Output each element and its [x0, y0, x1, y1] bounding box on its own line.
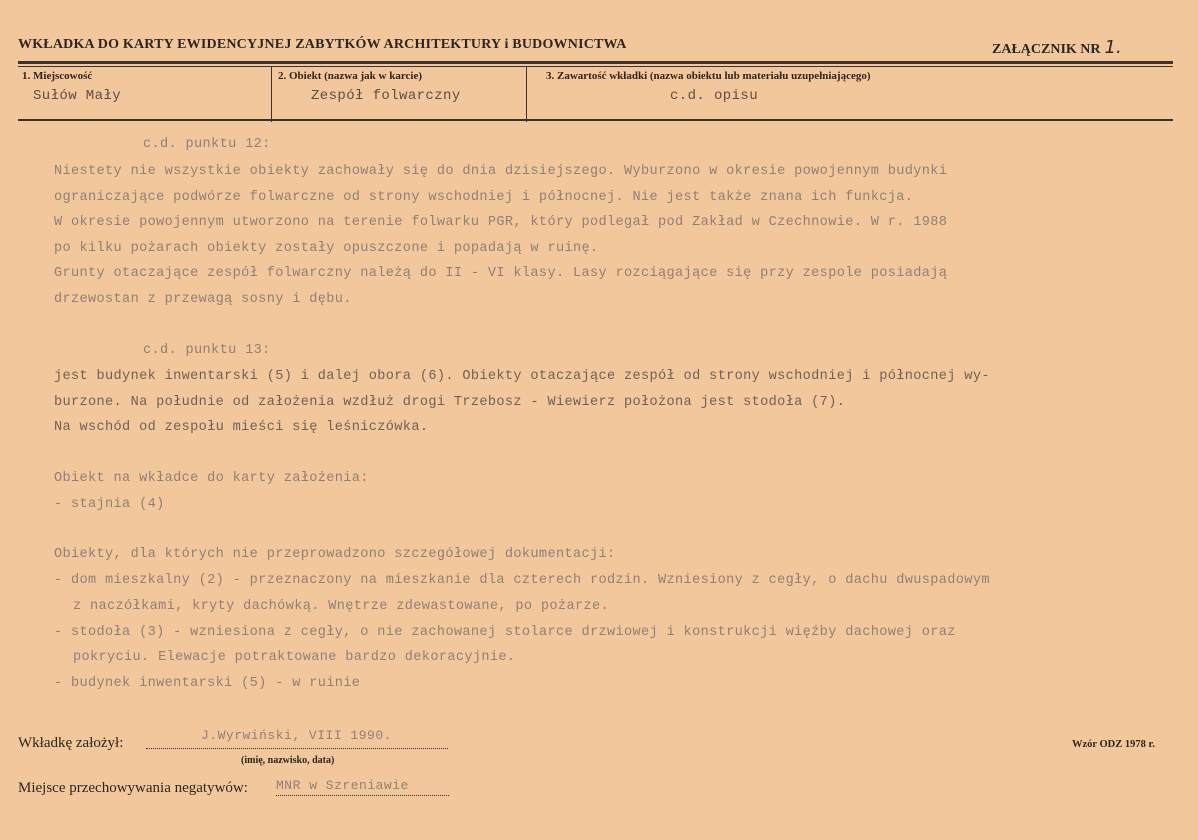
negatives-value: MNR w Szreniawie [276, 778, 409, 793]
negatives-label: Miejsce przechowywania negatywów: [18, 780, 248, 796]
author-value: J.Wyrwiński, VIII 1990. [201, 728, 392, 743]
body-line: jest budynek inwentarski (5) i dalej obora (6). Obiekty otaczające zespół od strony wschodniej i północnej wy- [54, 369, 990, 384]
body-line: - budynek inwentarski (5) - w ruinie [54, 676, 361, 691]
location-value: Sułów Mały [33, 88, 122, 104]
content-value: c.d. opisu [670, 88, 759, 104]
body-line: pokryciu. Elewacje potraktowane bardzo dekoracyjnie. [73, 650, 516, 665]
object-label: 2. Obiekt (nazwa jak w karcie) [278, 70, 423, 82]
body-line: z naczółkami, kryty dachówką. Wnętrze zdewastowane, po pożarze. [73, 599, 609, 614]
location-label: 1. Miejscowość [22, 70, 93, 82]
body-line: burzone. Na południe od założenia wzdłuż drogi Trzebosz - Wiewierz położona jest stodoła (7). [54, 395, 846, 410]
form-code: Wzór ODZ 1978 r. [1072, 739, 1155, 750]
body-line: po kilku pożarach obiekty zostały opuszczone i popadają w ruinę. [54, 241, 599, 256]
body-line: - dom mieszkalny (2) - przeznaczony na mieszkanie dla czterech rodzin. Wzniesiony z cegły, o dachu dwuspadowym [54, 573, 990, 588]
body-line: ograniczające podwórze folwarczne od strony wschodniej i północnej. Nie jest także znana ich funkcja. [54, 190, 914, 205]
attachment-label-text: ZAŁĄCZNIK NR [992, 42, 1101, 57]
attachment-number: 1. [1104, 37, 1122, 58]
body-line: Grunty otaczające zespół folwarczny należą do II - VI klasy. Lasy rozciągające się przy zespole posiadają [54, 266, 948, 281]
body-line: Obiekty, dla których nie przeprowadzono szczegółowej dokumentacji: [54, 547, 616, 562]
content-label: 3. Zawartość wkładki (nazwa obiektu lub materiału uzupełniającego) [546, 70, 871, 82]
author-underline [146, 748, 448, 749]
author-label: Wkładkę założył: [18, 735, 124, 751]
form-title: WKŁADKA DO KARTY EWIDENCYJNEJ ZABYTKÓW ARCHITEKTURY i BUDOWNICTWA [18, 37, 627, 52]
body-line: Obiekt na wkładce do karty założenia: [54, 471, 369, 486]
body-line: - stajnia (4) [54, 497, 165, 512]
body-line: - stodoła (3) - wzniesiona z cegły, o nie zachowanej stolarce drzwiowej i konstrukcji więźby dachowej oraz [54, 625, 956, 640]
body-line: c.d. punktu 13: [143, 343, 271, 358]
body-line: drzewostan z przewagą sosny i dębu. [54, 292, 352, 307]
negatives-underline [276, 795, 449, 796]
body-line: c.d. punktu 12: [143, 137, 271, 152]
body-line: Na wschód od zespołu mieści się leśniczówka. [54, 420, 429, 435]
body-line: Niestety nie wszystkie obiekty zachowały się do dnia dzisiejszego. Wyburzono w okresie powojennym budynki [54, 164, 948, 179]
object-value: Zespół folwarczny [311, 88, 461, 104]
author-caption: (imię, nazwisko, data) [241, 755, 335, 766]
body-line: W okresie powojennym utworzono na terenie folwarku PGR, który podlegał pod Zakład w Czechnowie. W r. 1988 [54, 215, 948, 230]
